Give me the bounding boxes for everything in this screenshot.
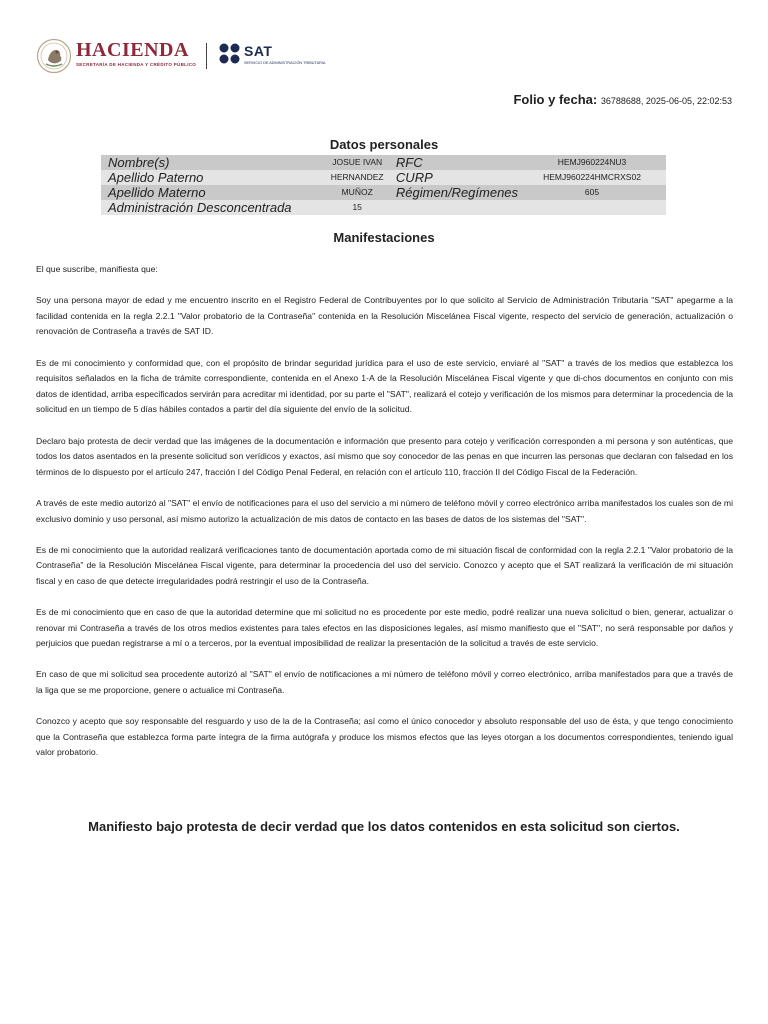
maternal-surname-value: MUÑOZ [318, 185, 395, 200]
paragraph: Es de mi conocimiento que la autoridad realizará verificaciones tanto de documentación aportada como de mi situación fiscal de conformidad con la regla 2.2.1 "Valor probatorio de la Contraseña" de la Resolución Miscelánea Fiscal vigente, para determinar la procedencia del uso del servicio. Conozco y acepto que el SAT realizará la verificación de mi situación fiscal y en caso de que detecte irregularidades podrá restringir el uso de la Contraseña. [36, 544, 733, 586]
regime-label: Régimen/Regímenes [395, 185, 519, 200]
personal-data-title: Datos personales [329, 137, 439, 152]
paragraph: Es de mi conocimiento que en caso de que la autoridad determine que mi solicitud no es procedente por este medio, podré realizar una nueva solicitud o bien, generar, actualizar o renovar mi Contraseña a través de los otros medios existentes para tales efectos en las disposiciones legales, así mismo manifiesto que el "SAT", no será responsable por daños y perjuicios que puedan registrarse a mí o a terceros, por la eventual imposibilidad de realizar la presentación de la solicitud a través de este servicio. [36, 607, 733, 649]
paragraph: A través de este medio autorizó al "SAT" el envío de notificaciones para el uso del servicio a mi número de teléfono móvil y correo electrónico arriba manifestados los cuales son de mi exclusivo dominio y uso personal, así mismo autorizo la actualización de mis datos de contacto en las bases de datos de los sistemas del "SAT". [36, 497, 733, 524]
name-value: JOSUE IVAN [318, 155, 395, 170]
paragraph: Es de mi conocimiento y conformidad que, con el propósito de brindar seguridad jurídica para el uso de este servicio, enviaré al "SAT" a través de los medios que establezca los requisitos señalados en la ficha de trámite correspondiente, contenida en el Anexo 1-A de la Resolución Miscelánea Fiscal vigente y que di-chos documentos en conjunto con mis datos de identidad, arriba especificados servirán para acreditar mi identidad, por su parte el "SAT", realizará el cotejo y verificación de los mismos para determinar la procedencia de la solicitud en un tiempo de 5 días hábiles contados a partir del día siguiente del envío de la solicitud. [36, 357, 733, 415]
name-label: Nombre(s) [101, 155, 318, 170]
table-row [101, 200, 666, 215]
table-row [101, 170, 666, 185]
manifestaciones-title: Manifestaciones [333, 230, 435, 245]
table-row [101, 155, 666, 170]
paragraph: Conozco y acepto que soy responsable del resguardo y uso de la de la Contraseña; así como el único conocedor y absoluto responsable del uso de ésta, y que tengo conocimiento que la Contraseña que establezca forma parte íntegra de la firma autógrafa y produce los mismos efectos que las leyes otorgan a los documentos correspondientes, teniendo igual valor probatorio. [36, 716, 733, 758]
folio-label: Folio y fecha: [513, 92, 598, 107]
document-header [36, 36, 436, 76]
paternal-surname-label: Apellido Paterno [101, 170, 318, 185]
table-row [101, 185, 666, 200]
paternal-surname-value: HERNANDEZ [318, 170, 395, 185]
paragraph: El que suscribe, manifiesta que: [36, 264, 158, 274]
rfc-label: RFC [396, 155, 518, 170]
personal-data-table [101, 155, 666, 215]
sat-logo-subtitle: SERVICIO DE ADMINISTRACIÓN TRIBUTARIA [244, 61, 326, 65]
maternal-surname-label: Apellido Materno [101, 185, 318, 200]
sat-logo-title: SAT [244, 43, 273, 59]
administration-label: Administración Desconcentrada [101, 200, 318, 215]
sat-logo-icon [218, 42, 242, 66]
paragraph: En caso de que mi solicitud sea procedente autorizó al "SAT" el envío de notificaciones a mi número de teléfono móvil y correo electrónico, arriba manifestados para que a través de la liga que se me proporcione, genere o actualice mi Contraseña. [36, 669, 733, 696]
administration-value: 15 [318, 200, 395, 215]
folio-value: 36788688, 2025-06-05, 22:02:53 [600, 96, 732, 106]
logo-divider [206, 43, 207, 69]
regime-value: 605 [518, 185, 666, 200]
paragraph: Declaro bajo protesta de decir verdad que las imágenes de la documentación e información que presento para cotejo y verificación corresponden a mi persona y son auténticas, que todos los datos asentados en la presente solicitud son verídicos y exactos, así mismo que soy conocedor de las penas en que incurren las personas que declaran con falsedad en los términos de lo dispuesto por el artículo 247, fracción I del Código Penal Federal, en relación con el artículo 110, fracción II del Código Fiscal de la Federación. [36, 435, 733, 477]
curp-label: CURP [396, 170, 518, 185]
folio-line [513, 92, 732, 107]
paragraph: Soy una persona mayor de edad y me encuentro inscrito en el Registro Federal de Contribuyentes por lo que solicito al Servicio de Administración Tributaria "SAT" apegarme a la facilidad contenida en la regla 2.2.1 "Valor probatorio de la Contraseña" contenida en la Resolución Miscelánea Fiscal vigente, respecto del servicio de generación, actualización o renovación de Contraseña a través de SAT ID. [36, 295, 733, 337]
hacienda-logo-subtitle: SECRETARÍA DE HACIENDA Y CRÉDITO PÚBLICO [76, 62, 197, 67]
closing-statement: Manifiesto bajo protesta de decir verdad que los datos contenidos en esta solicitud son ciertos. [88, 819, 680, 834]
hacienda-logo-title: HACIENDA [76, 39, 189, 61]
national-seal-icon [36, 38, 72, 74]
curp-value: HEMJ960224HMCRXS02 [518, 170, 666, 185]
manifestaciones-body [36, 262, 733, 777]
empty-label [396, 200, 518, 215]
rfc-value: HEMJ960224NU3 [518, 155, 666, 170]
empty-value [518, 200, 666, 215]
